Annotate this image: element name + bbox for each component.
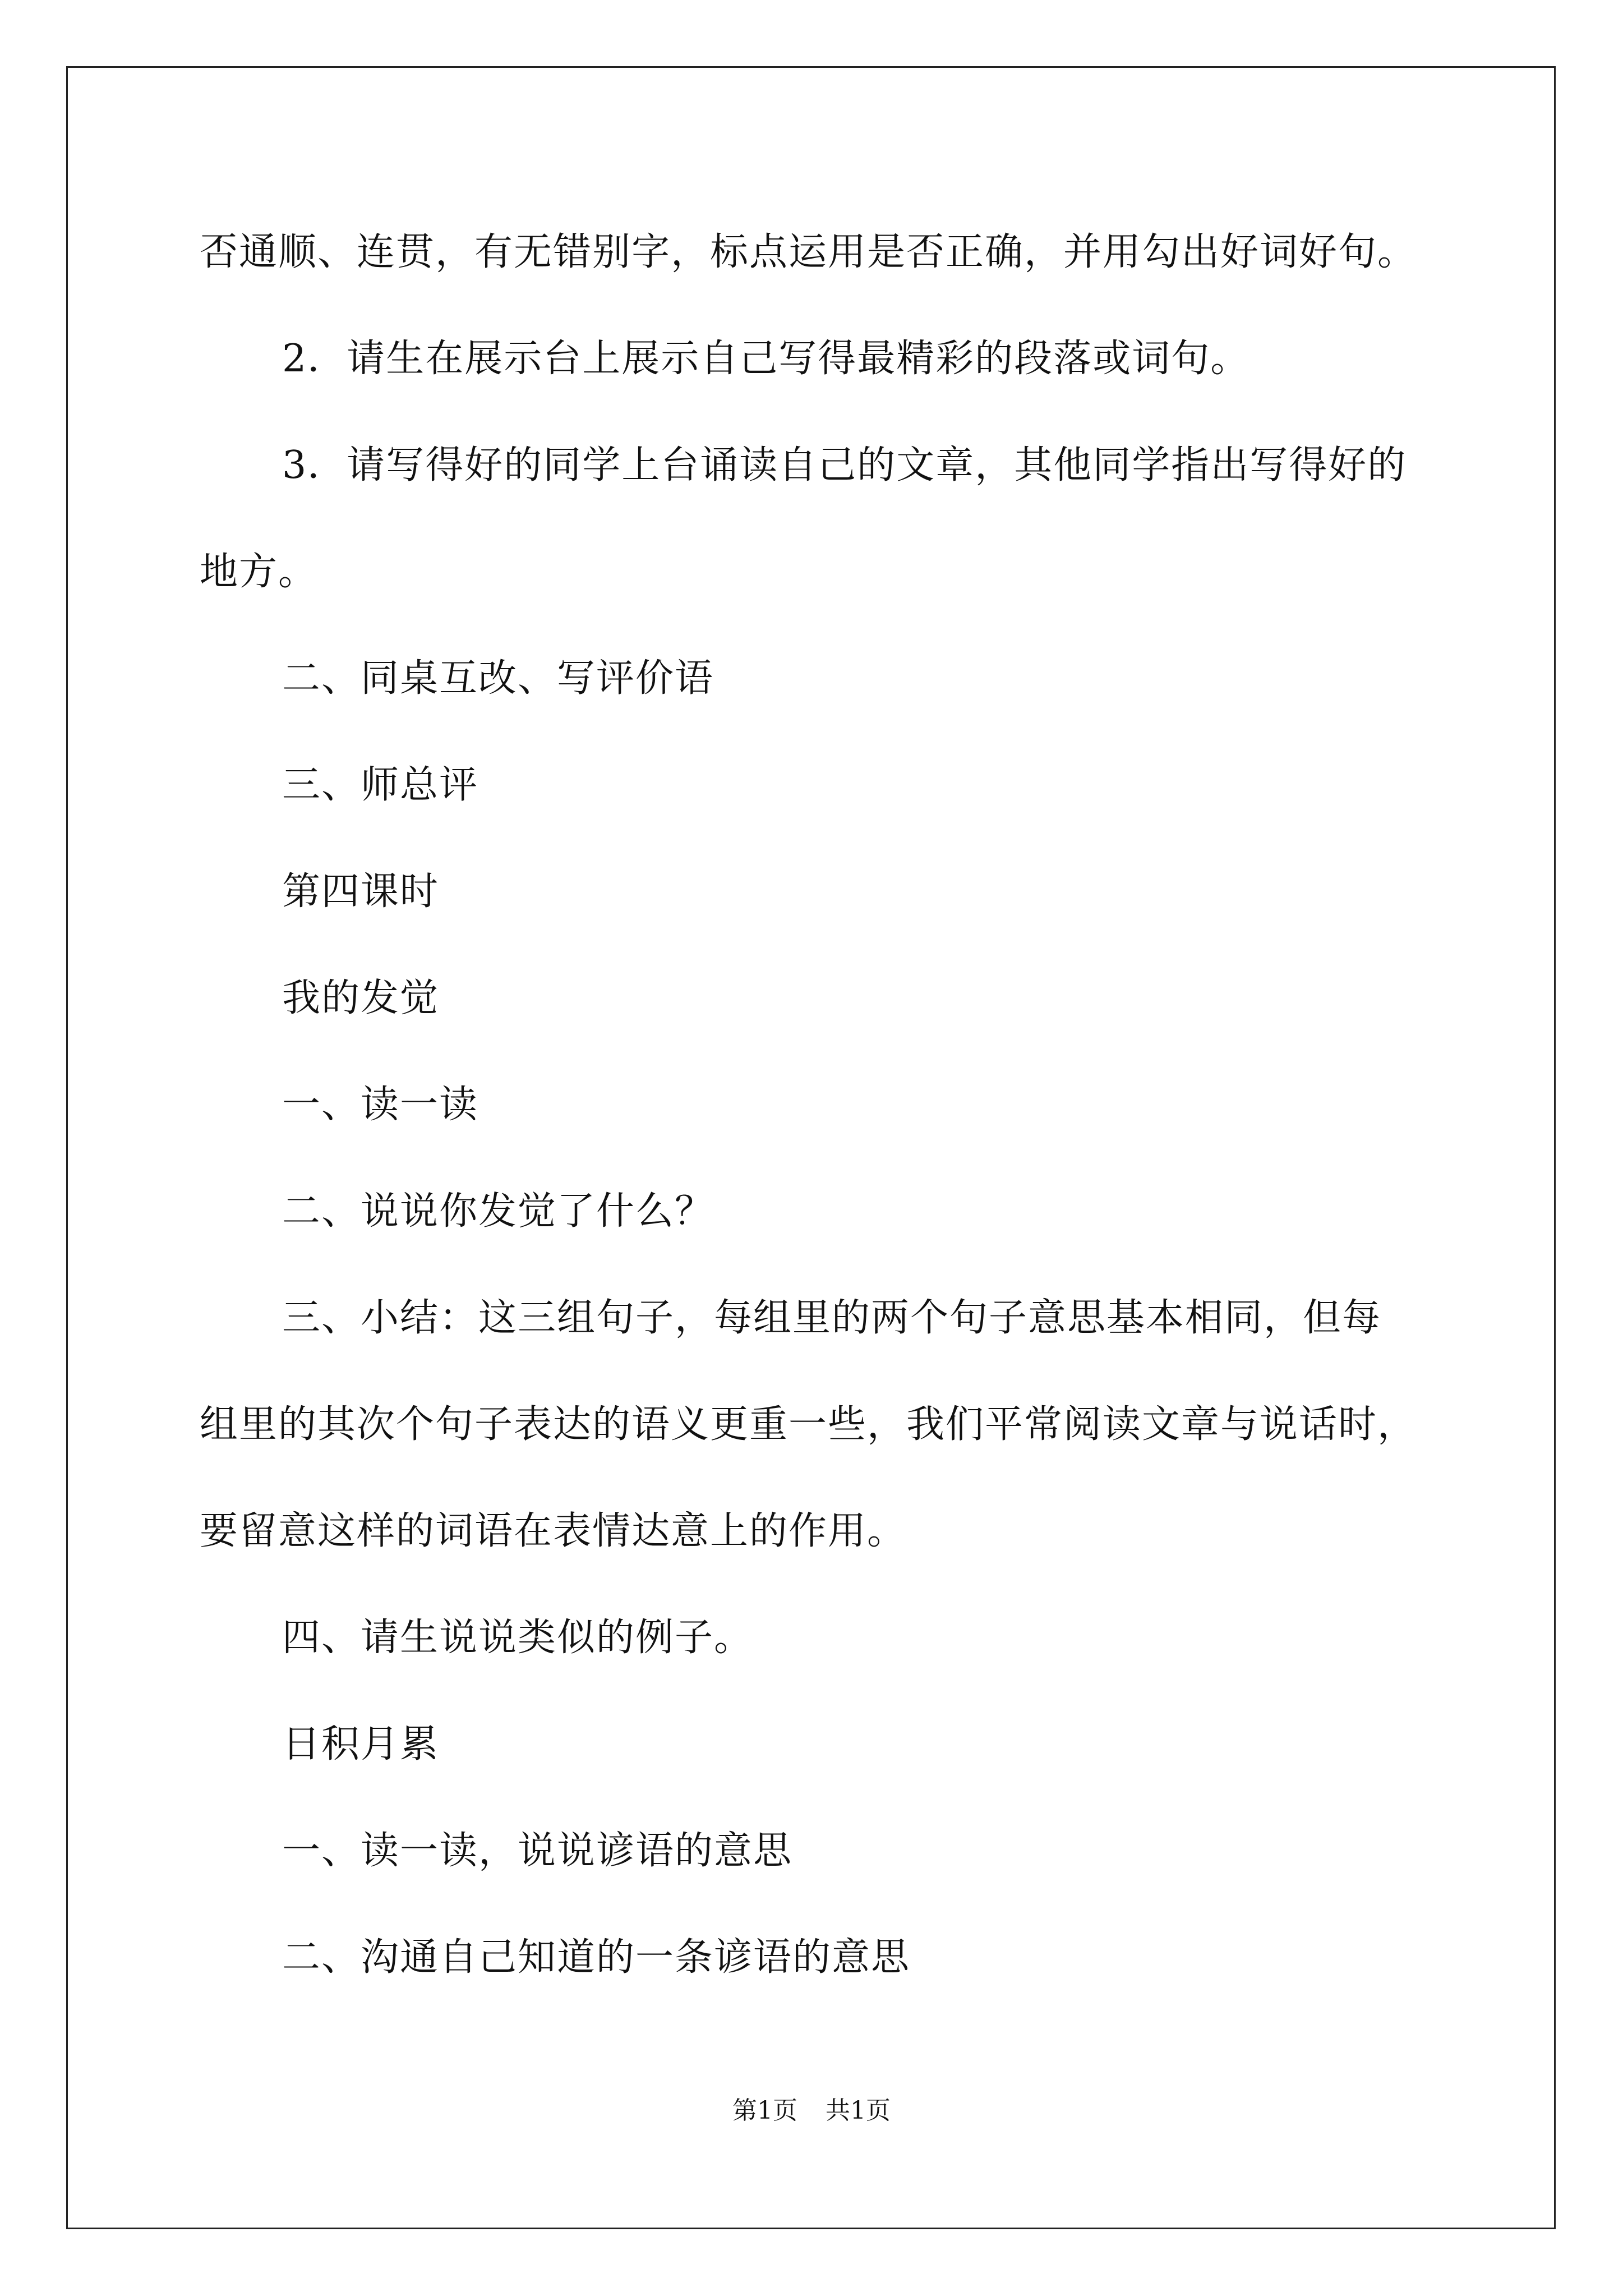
text-line: 我的发觉 — [282, 976, 440, 1020]
text-line: 三、师总评 — [282, 763, 479, 807]
text-line: 3．请写得好的同学上台诵读自己的文章，其他同学指出写得好的 — [282, 443, 1407, 487]
page-number-current: 第1页 — [732, 2096, 797, 2125]
text-line: 要留意这样的词语在表情达意上的作用。 — [200, 1509, 907, 1553]
page-number-total: 共1页 — [826, 2096, 891, 2125]
text-line: 2．请生在展示台上展示自己写得最精彩的段落或词句。 — [282, 337, 1250, 381]
text-line: 二、说说你发觉了什么？ — [282, 1189, 714, 1234]
text-line: 日积月累 — [282, 1722, 440, 1766]
text-line: 三、小结：这三组句子，每组里的两个句子意思基本相同，但每 — [282, 1296, 1382, 1340]
page-footer — [0, 2095, 1623, 2127]
text-line: 否通顺、连贯，有无错别字，标点运用是否正确，并用勾出好词好句。 — [200, 230, 1417, 274]
text-line: 四、请生说说类似的例子。 — [282, 1616, 754, 1660]
text-line: 二、沟通自己知道的一条谚语的意思 — [282, 1935, 911, 1980]
page-border — [66, 66, 1556, 2229]
text-line: 一、读一读，说说谚语的意思 — [282, 1829, 793, 1873]
text-line: 第四课时 — [282, 869, 440, 914]
text-line: 一、读一读 — [282, 1083, 479, 1127]
text-line: 二、同桌互改、写评价语 — [282, 656, 714, 701]
text-line: 地方。 — [200, 550, 318, 594]
text-line: 组里的其次个句子表达的语义更重一些，我们平常阅读文章与说话时， — [200, 1402, 1417, 1447]
